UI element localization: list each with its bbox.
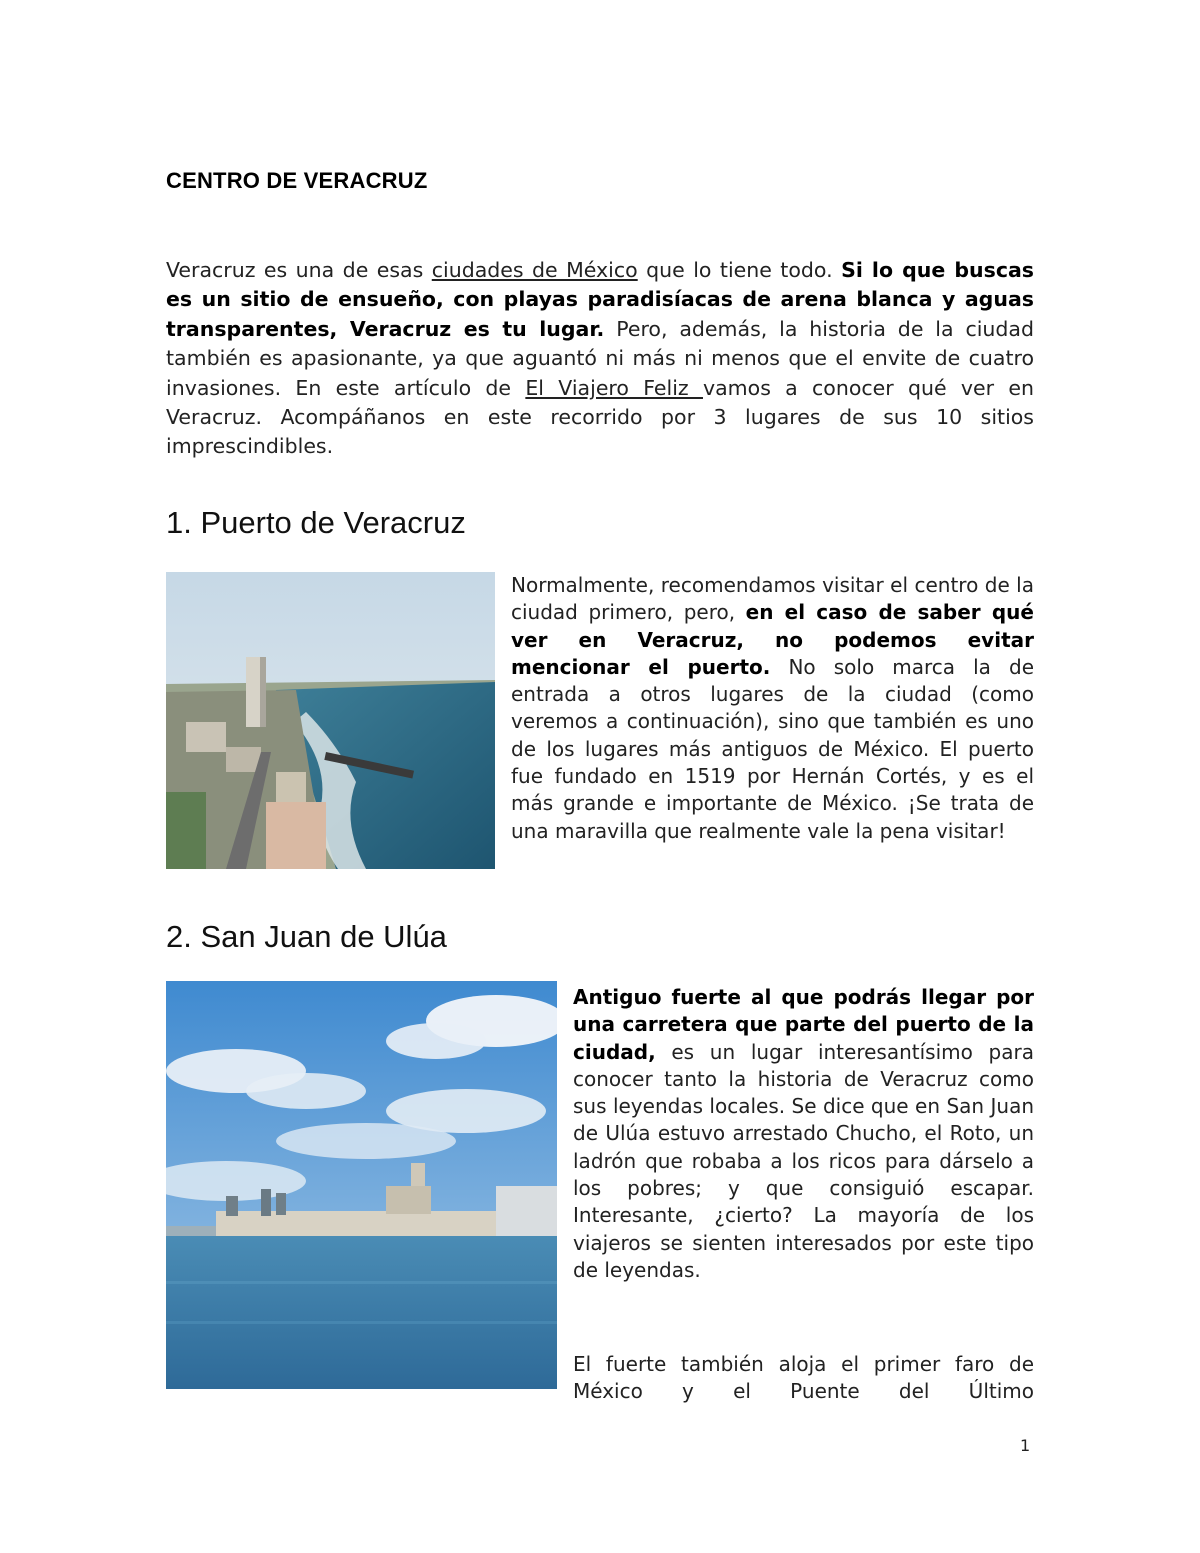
- page-number: 1: [1020, 1436, 1031, 1455]
- intro-text-3: Pero, además, la historia de la ciudad también es apasionante, ya que aguantó ni más ni menos que el envite de cuatro invasiones. En este artículo de: [166, 316, 1034, 400]
- section-1-bold: en el caso de saber qué ver en Veracruz, no podemos evitar mencionar el puerto.: [511, 600, 1034, 679]
- section-2-bold: Antiguo fuerte al que podrás llegar por una carretera que parte del puerto de la ciudad,: [573, 985, 1034, 1064]
- section-1-text-1: Normalmente, recomendamos visitar el centro de la ciudad primero, pero,: [511, 573, 1034, 625]
- intro-text-1: Veracruz es una de esas: [166, 258, 432, 282]
- puerto-veracruz-photo: [166, 572, 495, 869]
- section-2-paragraph-1: [573, 984, 1034, 1284]
- section-2-heading: 2. San Juan de Ulúa: [166, 919, 447, 954]
- link-ciudades-de-mexico[interactable]: ciudades de México: [431, 258, 638, 282]
- link-el-viajero-feliz[interactable]: El Viajero Feliz: [525, 375, 703, 400]
- section-2-text-1: es un lugar interesantísimo para conocer tanto la historia de Veracruz como sus leyendas locales. Se dice que en San Juan de Ulúa estuvo arrestado Chucho, el Roto, un ladrón que robaba a los ricos para dárselo a los pobres; y que consiguió escapar. Interesante, ¿cierto? La mayoría de los viajeros se sienten interesados por este tipo de leyendas.: [573, 1039, 1034, 1282]
- section-1-text-2: No solo marca la de entrada a otros lugares de la ciudad (como veremos a continuación), sino que también es uno de los lugares más antiguos de México. El puerto fue fundado en 1519 por Hernán Cortés, y es el más grande e importante de México. ¡Se trata de una maravilla que realmente vale la pena visitar!: [511, 654, 1034, 843]
- section-2-paragraph-2: El fuerte también aloja el primer faro de México y el Puente del Último: [573, 1352, 1034, 1404]
- intro-text-4: vamos a conocer qué ver en Veracruz. Acompáñanos en este recorrido por 3 lugares de sus 10 sitios imprescindibles.: [166, 375, 1034, 459]
- document-title: CENTRO DE VERACRUZ: [166, 168, 428, 193]
- intro-text-2: que lo tiene todo.: [637, 258, 842, 282]
- section-1-heading: 1. Puerto de Veracruz: [166, 505, 466, 540]
- intro-paragraph: [166, 256, 1034, 462]
- san-juan-de-ulua-photo: [166, 981, 557, 1389]
- section-1-paragraph: [511, 572, 1034, 845]
- intro-bold: Si lo que buscas es un sitio de ensueño, con playas paradisíacas de arena blanca y aguas transparentes, Veracruz es tu lugar.: [166, 258, 1035, 341]
